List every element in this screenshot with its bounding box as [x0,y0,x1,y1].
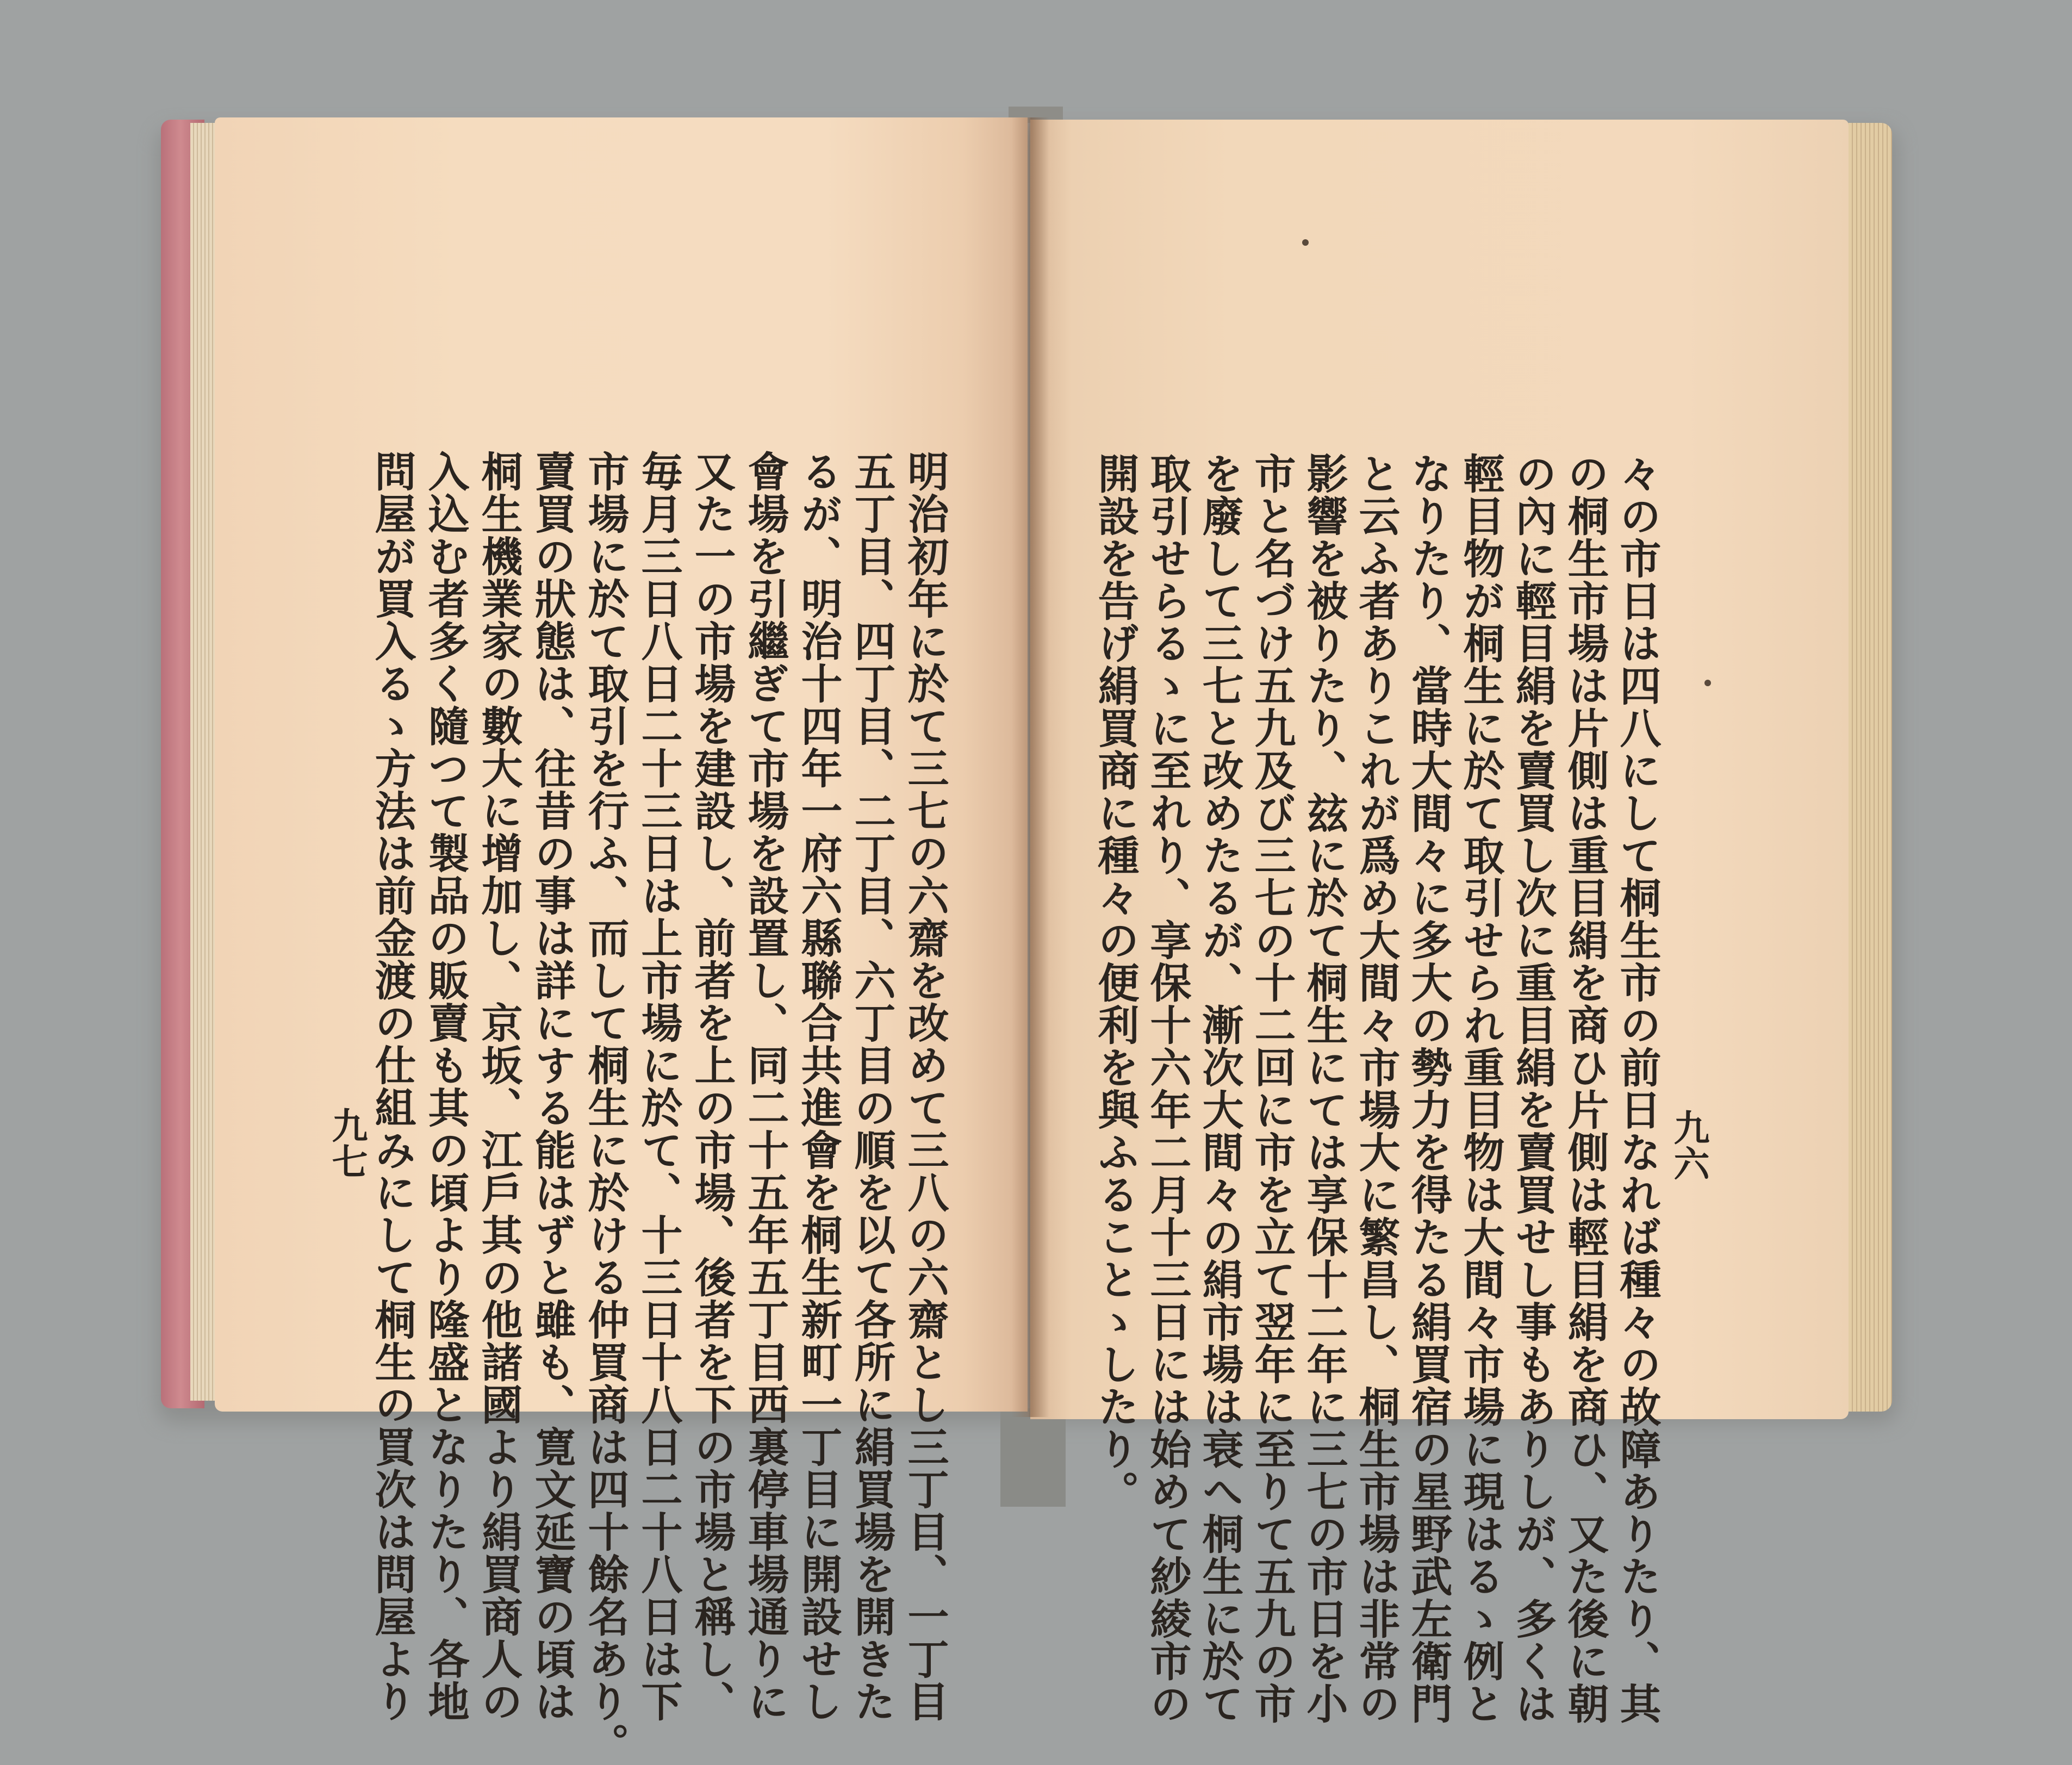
text-column: 賣買の狀態は、往昔の事は詳にする能はずと雖も、寛文延寶の頃は [528,450,576,1723]
text-column: 開設を告げ絹買商に種々の便利を與ふることゝしたり。 [1091,452,1140,1513]
text-column: 入込む者多く隨つて製品の販賣も其の頃より隆盛となりたり、各地 [421,450,470,1723]
paper-speck [1704,680,1711,686]
text-column: 毎月三日八日二十三日は上市場に於て、十三日十八日二十八日は下 [634,450,683,1723]
right-page [1030,120,1849,1725]
text-column: を廢して三七と改めたるが、漸次大間々の絹市場は衰へ桐生に於て [1196,452,1244,1725]
text-column: 市と名づけ五九及び三七の十二回に市を立て翌年に至りて五九の市 [1248,452,1296,1725]
text-column: 影響を被りたり、玆に於て桐生にては享保十二年に三七の市日を小 [1300,452,1348,1725]
paper-speck [1302,239,1309,246]
text-column: 又た一の市場を建設し、前者を上の市場、後者を下の市場と稱し、 [688,450,736,1723]
text-column: と云ふ者ありこれが爲め大間々市場大に繁昌し、桐生市場は非常の [1352,452,1401,1725]
left-page [215,117,1028,1765]
text-column: 市場に於て取引を行ふ、而して桐生に於ける仲買商は四十餘名あり。 [581,450,630,1765]
text-column: るが、明治十四年一府六縣聯合共進會を桐生新町一丁目に開設せし [794,450,843,1723]
text-column: なりたり、當時大間々に多大の勢力を得たる絹買宿の星野武左衛門 [1404,452,1453,1725]
page-number: 九七 [326,1107,368,1179]
page-number: 九六 [1667,1109,1710,1181]
text-column: の桐生市場は片側は重目絹を商ひ片側は輕目絹を商ひ、又た後に朝 [1561,452,1609,1725]
text-column: 會場を引繼ぎて市場を設置し、同二十五年五丁目西裏停車場通りに [741,450,789,1723]
text-column: の內に輕目絹を賣買し次に重目絹を賣買せし事もありしが、多くは [1509,452,1557,1725]
book-gutter [1011,117,1049,1417]
text-column: 々の市日は四八にして桐生市の前日なれば種々の故障ありたり、其 [1613,452,1662,1725]
text-column: 五丁目、四丁目、二丁目、六丁目の順を以て各所に絹買場を開きた [848,450,896,1723]
text-column: 桐生機業家の數大に增加し、京坂、江戶其の他諸國より絹買商人の [475,450,523,1723]
text-column: 輕目物が桐生に於て取引せられ重目物は大間々市場に現はるゝ例と [1457,452,1505,1725]
text-column: 問屋が買入るゝ方法は前金渡の仕組みにして桐生の買次は問屋より [368,450,416,1723]
text-column: 明治初年に於て三七の六齋を改めて三八の六齋とし三丁目、一丁目 [901,450,949,1723]
text-column: 取引せらるゝに至れり、享保十六年二月十三日には始めて紗綾市の [1143,452,1192,1725]
spine-bottom [1000,1408,1066,1507]
